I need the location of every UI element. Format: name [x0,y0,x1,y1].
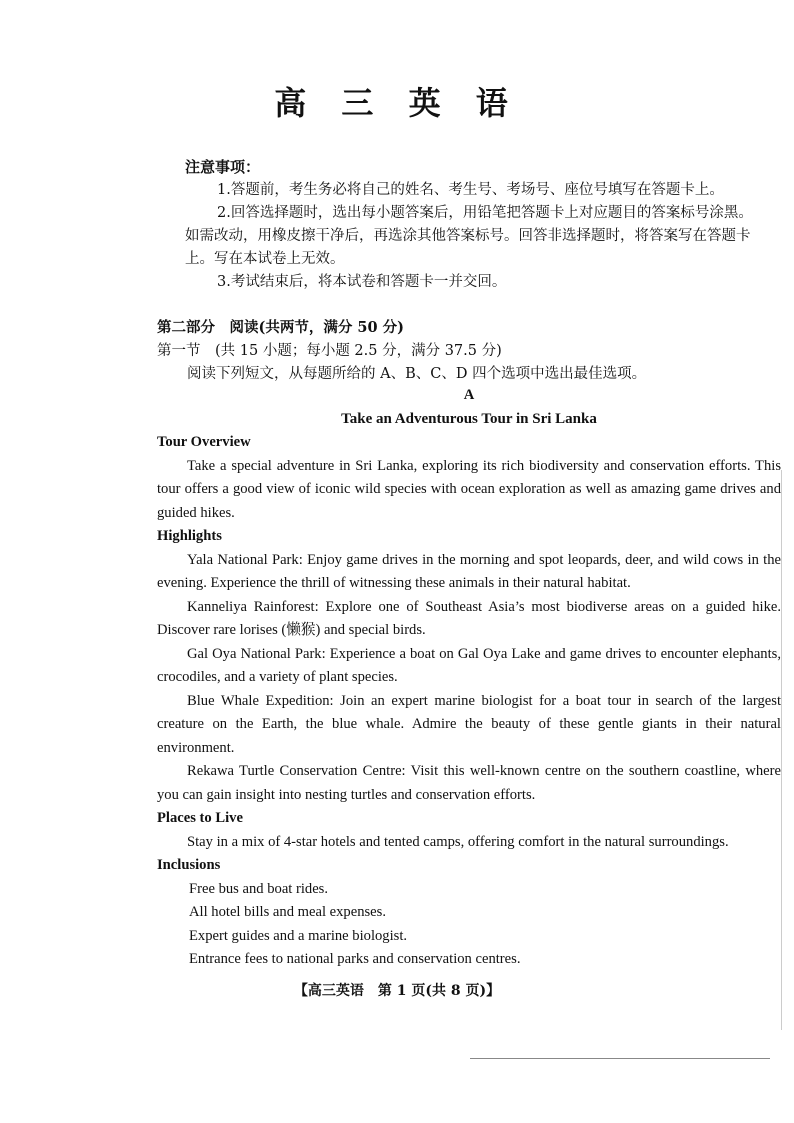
highlight-item: Kanneliya Rainforest: Explore one of Southeast Asia’s most biodiverse areas on a guided hike. Discover rare lorises (懒猴) and special birds. [157,598,781,638]
highlight-item: Blue Whale Expedition: Join an expert marine biologist for a boat tour in search of the largest creature on the Earth, the blue whale. Admire the beauty of these gentle giants in their natural environment. [157,692,781,756]
highlight-item: Yala National Park: Enjoy game drives in the morning and spot leopards, deer, and wild cows in the evening. Experience the thrill of witnessing these animals in their natural habitat. [157,551,781,591]
notice-block [157,156,757,294]
reading-passage [157,384,781,972]
inclusions-heading: Inclusions [157,857,221,873]
notice-item: 2.回答选择题时，选出每小题答案后，用铅笔把答题卡上对应题目的答案标号涂黑。如需改动，用橡皮擦干净后，再选涂其他答案标号。回答非选择题时，将答案写在答题卡上。写在本试卷上无效。 [185,205,753,267]
scan-edge-line [781,470,782,1030]
places-heading: Places to Live [157,810,243,826]
passage-letter: A [463,387,475,403]
inclusion-item: Expert guides and a marine biologist. [189,927,408,944]
inclusion-item: All hotel bills and meal expenses. [189,904,386,920]
notice-heading: 注意事项： [185,158,261,176]
highlight-item: Rekawa Turtle Conservation Centre: Visit this well-known centre on the southern coastline, where you can gain insight into nesting turtles and conservation efforts. [157,763,781,803]
scan-line-divider [470,1058,770,1059]
highlight-item: Gal Oya National Park: Experience a boat on Gal Oya Lake and game drives to encounter elephants, crocodiles, and a variety of plant species. [157,645,781,685]
instruction-text: 阅读下列短文，从每题所给的 A、B、C、D 四个选项中选出最佳选项。 [187,366,647,382]
overview-text: Take a special adventure in Sri Lanka, exploring its rich biodiversity and conservation efforts. This tour offers a good view of iconic wild species with ocean exploration as well as amazing game drives and guided hikes. [157,457,781,521]
inclusion-item: Entrance fees to national parks and conservation centres. [189,951,521,967]
passage-title: Take an Adventurous Tour in Sri Lanka [341,410,597,427]
highlights-heading: Highlights [157,528,222,544]
part-heading: 第二部分 阅读(共两节，满分 50 分) [157,319,404,336]
section-header [157,316,782,387]
notice-item: 1.答题前，考生务必将自己的姓名、考生号、考场号、座位号填写在答题卡上。 [217,182,724,198]
inclusion-item: Free bus and boat rides. [189,880,329,897]
notice-item: 3.考试结束后，将本试卷和答题卡一并交回。 [217,274,507,290]
page-footer: 【高三英语 第 1 页(共 8 页)】 [293,983,501,999]
overview-heading: Tour Overview [157,434,251,450]
places-text: Stay in a mix of 4-star hotels and tented camps, offering comfort in the natural surroundings. [187,833,729,850]
page-title: 高 三 英 语 [274,84,520,122]
sub-section-heading: 第一节 (共 15 小题；每小题 2.5 分，满分 37.5 分) [157,342,502,359]
